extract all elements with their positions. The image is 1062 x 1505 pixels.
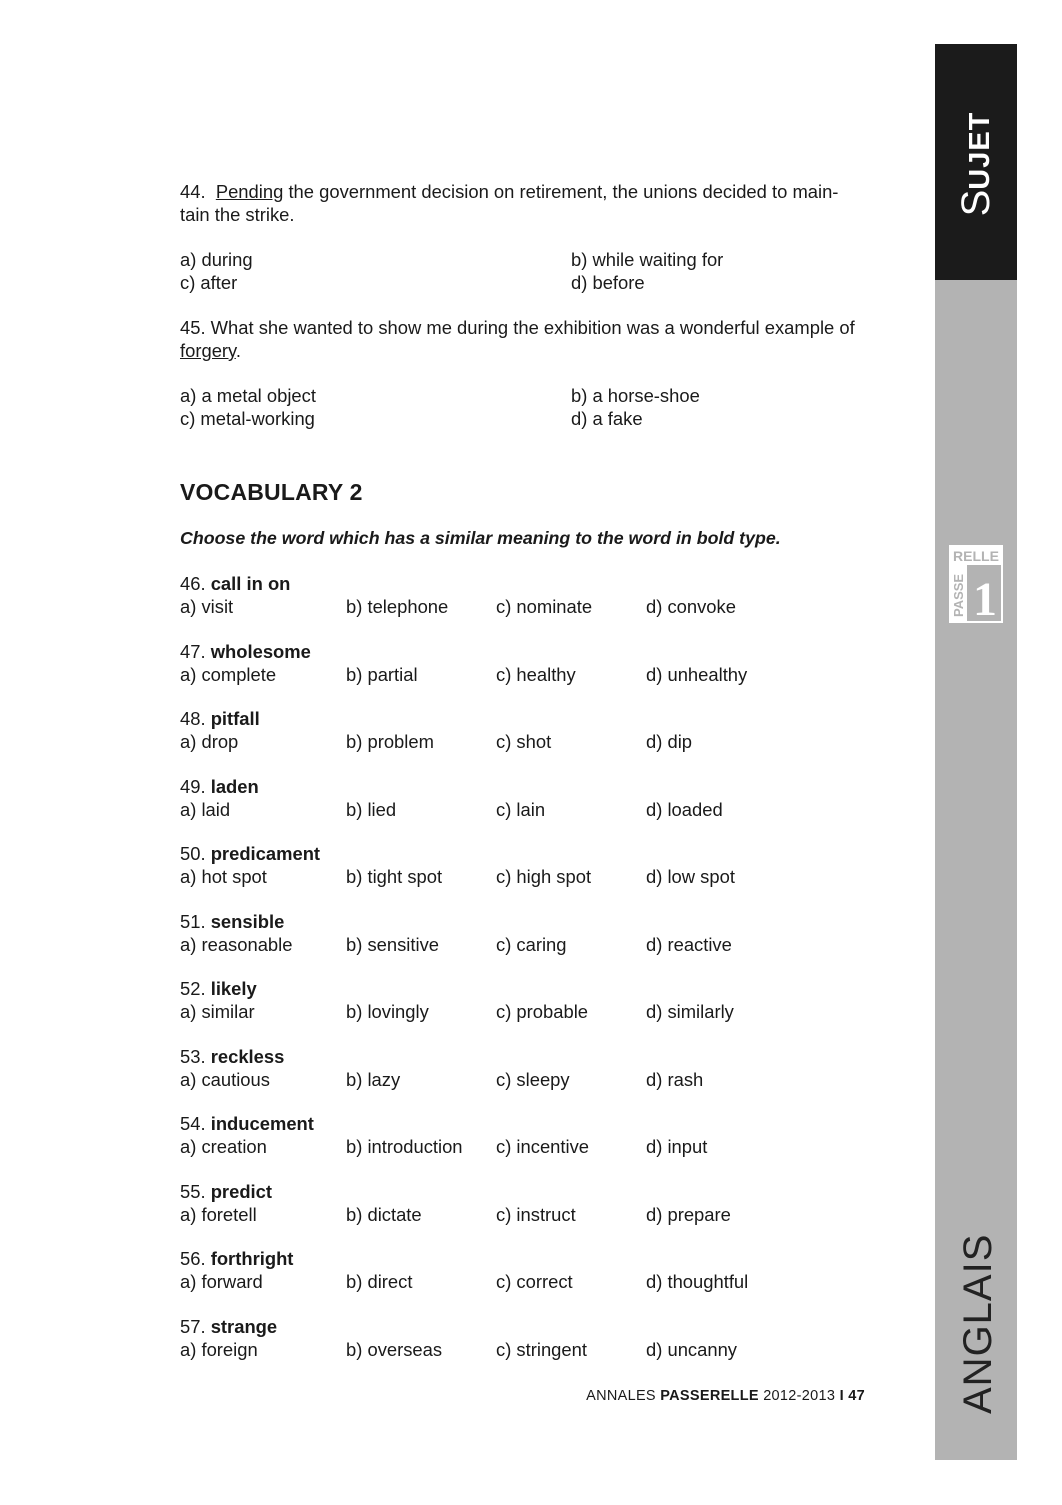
option-d: d) a fake [571,408,643,429]
option-c: c) metal-working [180,408,315,429]
bold-word: likely [210,978,257,999]
answer-options [180,1135,866,1158]
question-number: 48. [180,708,206,729]
answer-options [180,933,866,956]
section-title: VOCABULARY 2 [180,479,363,505]
bold-word: sensible [210,910,285,932]
question-number: 47. [180,640,206,662]
option-b: b) partial [346,663,418,685]
answer-options [180,1203,866,1226]
answer-options [180,248,866,294]
vocab-item [180,977,866,1045]
option-b: b) a horse-shoe [571,385,700,406]
question-number: 55. [180,1180,206,1202]
logo-number: 1 [973,573,997,623]
vocab-question [180,1112,866,1135]
option-c: c) correct [496,1271,573,1292]
option-b: b) while waiting for [571,249,724,270]
footer-brand: PASSERELLE [660,1388,759,1404]
question-number: 44. [180,181,206,202]
bold-word: forthright [210,1248,294,1269]
bold-word: call in on [210,573,291,594]
footer-prefix: ANNALES [586,1388,656,1404]
option-d: d) dip [646,731,693,752]
option-d: d) uncanny [646,1338,737,1360]
option-c: c) caring [496,933,567,955]
option-b: b) dictate [346,1203,422,1225]
question-number: 51. [180,910,206,932]
vocab-item [180,707,866,775]
logo-top-text: RELLE [953,548,999,564]
option-d: d) similarly [646,1001,734,1022]
bold-word: predict [210,1180,273,1202]
question-number: 46. [180,573,206,594]
vocab-item [180,842,866,910]
answer-options [180,663,866,686]
vocab-question [180,640,866,663]
vocab-item [180,1112,866,1180]
vocabulary-list [180,572,866,1382]
vocab-question [180,977,866,1000]
question-number: 56. [180,1248,206,1269]
option-a: a) complete [180,663,277,685]
answer-options [180,384,866,430]
option-a: a) a metal object [180,385,316,406]
option-a: a) foreign [180,1338,258,1360]
option-d: d) thoughtful [646,1271,749,1292]
vocab-question [180,775,866,798]
vocab-question [180,910,866,933]
vocab-question [180,707,866,730]
option-a: a) cautious [180,1068,270,1090]
option-c: c) shot [496,731,552,752]
vocab-question [180,1315,866,1338]
option-a: a) during [180,249,253,270]
bold-word: strange [210,1315,278,1337]
answer-options [180,1270,866,1293]
option-c: c) incentive [496,1136,590,1157]
vocab-item [180,572,866,640]
option-c: c) stringent [496,1338,587,1360]
section-instruction: Choose the word which has a similar meaning to the word in bold type. [180,528,781,548]
page-number: 47 [848,1388,865,1404]
question-number: 54. [180,1113,206,1134]
question-number: 50. [180,843,206,864]
option-b: b) introduction [346,1136,463,1157]
section-tag [954,104,1002,224]
answer-options [180,595,866,618]
vocab-item [180,1247,866,1315]
answer-options [180,730,866,753]
question-44 [180,180,866,294]
option-a: a) creation [180,1136,267,1157]
question-45 [180,316,866,430]
option-a: a) foretell [180,1203,257,1225]
section-tag-initial: S [954,189,998,217]
bold-word: wholesome [210,640,311,662]
vocab-item [180,1045,866,1113]
option-c: c) healthy [496,663,576,685]
option-b: b) tight spot [346,866,443,887]
question-number: 53. [180,1045,206,1067]
vocab-item [180,1315,866,1383]
bold-word: pitfall [210,708,260,729]
option-b: b) lovingly [346,1001,429,1022]
option-a: a) laid [180,798,231,820]
option-a: a) hot spot [180,866,267,887]
option-c: c) probable [496,1001,589,1022]
option-d: d) loaded [646,798,723,820]
option-d: d) low spot [646,866,735,887]
option-c: c) lain [496,798,546,820]
page-content [180,180,866,1382]
underlined-word: Pending [215,181,284,202]
vocab-question [180,572,866,595]
option-c: c) sleepy [496,1068,570,1090]
option-c: c) after [180,272,238,293]
option-c: c) instruct [496,1203,576,1225]
option-a: a) reasonable [180,933,293,955]
answer-options [180,865,866,888]
question-number: 57. [180,1315,206,1337]
question-44-text [180,180,866,226]
logo-side-text: PASSE [951,573,966,617]
bold-word: reckless [210,1045,285,1067]
bold-word: laden [210,775,259,797]
option-b: b) lied [346,798,397,820]
question-45-text [180,316,866,362]
vocab-question [180,1180,866,1203]
option-d: d) convoke [646,596,736,617]
underlined-word: forgery [180,340,236,361]
question-text: the government decision on retirement, the unions decided to main-tain the strike. [180,181,839,225]
vocab-item [180,640,866,708]
option-d: d) unhealthy [646,663,748,685]
subject-label: ANGLAIS [956,1233,1000,1414]
option-a: a) forward [180,1271,263,1292]
question-text: 45. What she wanted to show me during the exhibition was a wonderful example of [180,317,855,338]
vocab-item [180,775,866,843]
option-d: d) prepare [646,1203,731,1225]
answer-options [180,798,866,821]
option-c: c) nominate [496,596,593,617]
question-end: . [235,340,241,361]
option-c: c) high spot [496,866,592,887]
vocab-question [180,1045,866,1068]
vocab-item [180,910,866,978]
footer-separator: I [839,1388,844,1404]
vocab-item [180,1180,866,1248]
bold-word: predicament [210,843,321,864]
option-b: b) telephone [346,596,449,617]
option-a: a) visit [180,596,234,617]
option-d: d) input [646,1136,708,1157]
option-d: d) before [571,272,645,293]
question-number: 52. [180,978,206,999]
option-b: b) sensitive [346,933,440,955]
question-number: 49. [180,775,206,797]
vocab-question [180,842,866,865]
page-footer [586,1388,865,1404]
passerelle-1-logo [949,545,1003,623]
vocab-question [180,1247,866,1270]
option-a: a) drop [180,731,239,752]
answer-options [180,1338,866,1361]
section-tag-rest: UJET [964,111,996,190]
option-b: b) overseas [346,1338,443,1360]
answer-options [180,1000,866,1023]
option-b: b) problem [346,731,434,752]
bold-word: inducement [210,1113,314,1134]
option-d: d) reactive [646,933,732,955]
option-d: d) rash [646,1068,704,1090]
footer-years: 2012-2013 [763,1388,836,1404]
answer-options [180,1068,866,1091]
option-b: b) direct [346,1271,413,1292]
option-b: b) lazy [346,1068,401,1090]
option-a: a) similar [180,1001,255,1022]
